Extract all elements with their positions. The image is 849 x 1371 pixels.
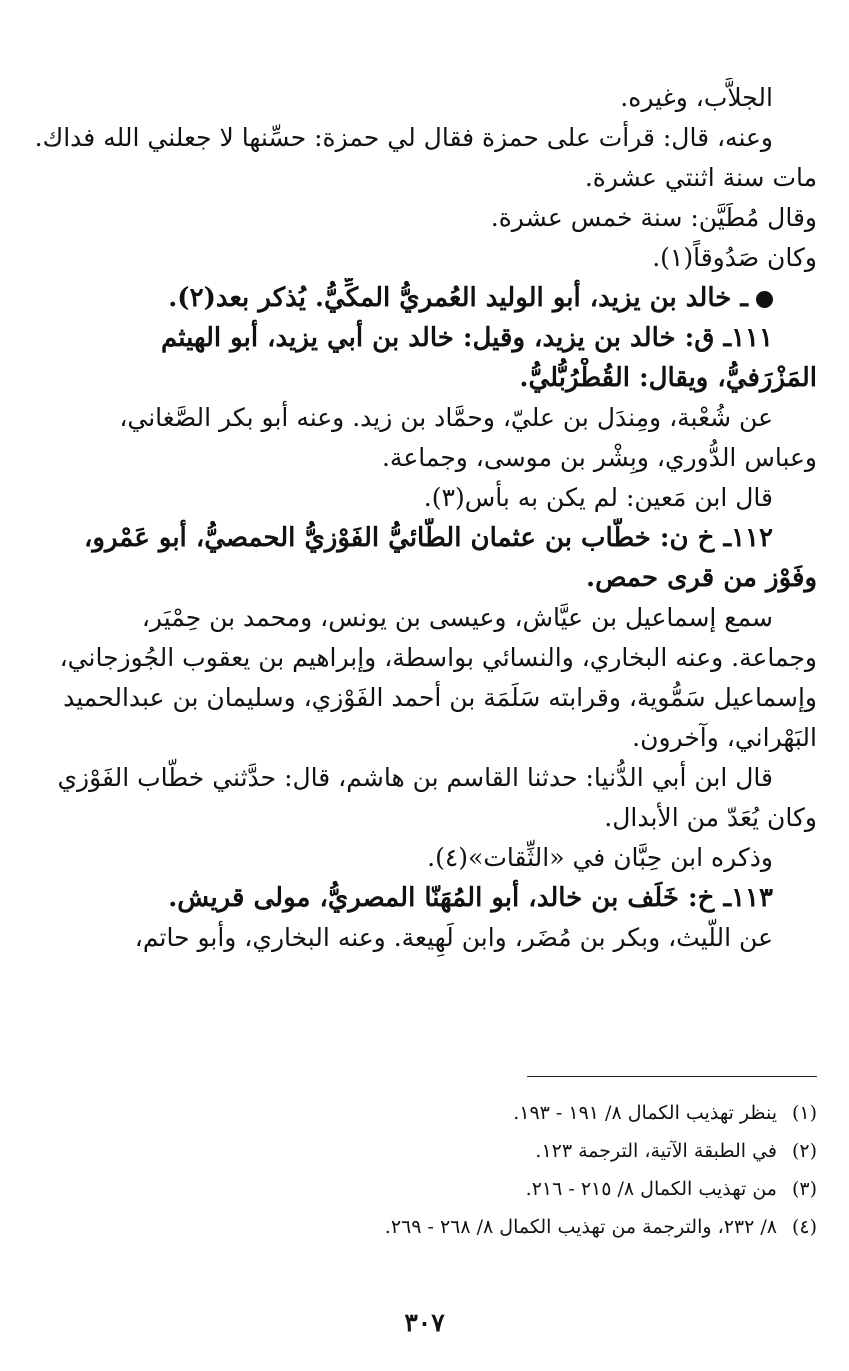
footnote [28,1174,817,1204]
text-line: مات سنة اثنتي عشرة. [584,163,817,192]
footnote-text: ٨/ ٢٣٢، والترجمة من تهذيب الكمال ٨/ ٢٦٨ - ٢٦٩. [384,1216,777,1238]
entry-heading-111: ١١١ـ ق: خالد بن يزيد، وقيل: خالد بن أبي يزيد، أبو الهيثم [160,323,773,353]
footnote [28,1212,817,1242]
text-line: الجلاَّب، وغيره. [620,83,773,112]
text-line: البَهْراني، وآخرون. [632,723,817,752]
text-line: وفَوْز من قرى حمص. [586,563,817,593]
footnote [28,1098,817,1128]
text-line: المَزْرَفيُّ، ويقال: القُطْرُبُّليُّ. [519,363,817,393]
bullet-icon [756,291,773,308]
footnote-text: في الطبقة الآتية، الترجمة ١٢٣. [535,1140,777,1162]
text-line: قال ابن مَعين: لم يكن به بأس(٣). [423,483,773,512]
text-line: عن اللَّيث، وبكر بن مُضَر، وابن لَهِيعة. وعنه البخاري، وأبو حاتم، [134,923,773,952]
cross-reference-entry [28,278,817,318]
text-line: وذكره ابن حِبَّان في «الثِّقات»(٤). [427,843,773,872]
footnote-text: ينظر تهذيب الكمال ٨/ ١٩١ - ١٩٣. [513,1102,777,1124]
footnote-number: (٢) [791,1140,817,1162]
footnote-number: (٤) [791,1216,817,1238]
text-line: وعنه، قال: قرأت على حمزة فقال لي حمزة: حسِّنها لا جعلني الله فداك. [34,123,773,152]
text-line: وجماعة. وعنه البخاري، والنسائي بواسطة، وإبراهيم بن يعقوب الجُوزجاني، [59,643,817,672]
text-line: وكان صَدُوقاً(١). [652,243,817,272]
text-line: وقال مُطَيَّن: سنة خمس عشرة. [490,203,817,232]
page-number: ٣٠٧ [404,1308,445,1337]
footnote-number: (١) [791,1102,817,1124]
entry-heading-113: ١١٣ـ خ: خَلَف بن خالد، أبو المُهَنّا المصريُّ، مولى قريش. [168,883,773,913]
entry-heading: ـ خالد بن يزيد، أبو الوليد العُمريُّ المكِّيُّ. يُذكر بعد(٢). [168,283,748,313]
text-line: وكان يُعَدّ من الأبدال. [604,803,817,832]
text-line: عن شُعْبة، ومِندَل بن عليّ، وحمَّاد بن زيد. وعنه أبو بكر الصَّغاني، [119,403,773,432]
entry-heading-112: ١١٢ـ خ ن: خطَّاب بن عثمان الطَّائيُّ الفَوْزيُّ الحمصيُّ، أبو عَمْرو، [84,523,773,553]
text-line: سمع إسماعيل بن عيَّاش، وعيسى بن يونس، ومحمد بن حِمْيَر، [141,603,773,632]
text-line: وإسماعيل سَمُّوية، وقرابته سَلَمَة بن أحمد الفَوْزي، وسليمان بن عبدالحميد [63,683,817,712]
footnote-divider [527,1076,817,1077]
text-line: قال ابن أبي الدُّنيا: حدثنا القاسم بن هاشم، قال: حدَّثني خطَّاب الفَوْزي [57,763,773,792]
text-line: وعباس الدُّوري، وبِشْر بن موسى، وجماعة. [381,443,817,472]
footnote-text: من تهذيب الكمال ٨/ ٢١٥ - ٢١٦. [525,1178,777,1200]
footnote [28,1136,817,1166]
footnote-number: (٣) [791,1178,817,1200]
footnotes [28,1098,817,1250]
